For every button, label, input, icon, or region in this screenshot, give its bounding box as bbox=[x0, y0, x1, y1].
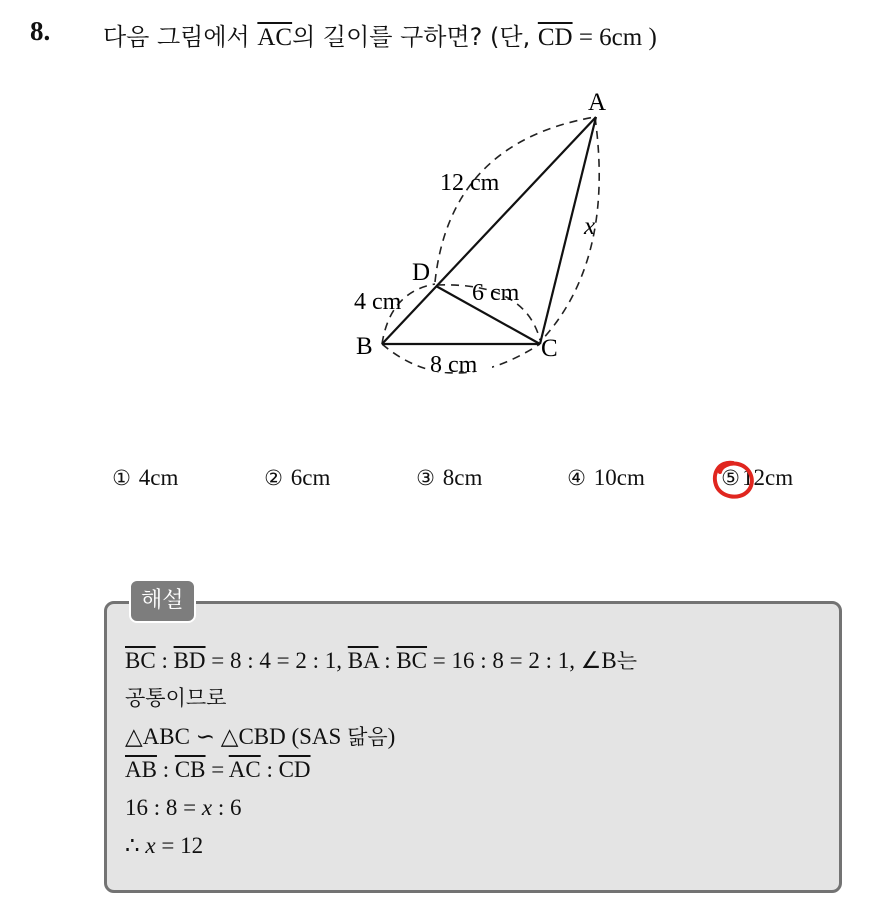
choice-4[interactable]: ④ 10cm bbox=[567, 465, 645, 490]
question-text-prefix: 다음 그림에서 bbox=[103, 23, 258, 51]
question-text bbox=[103, 17, 657, 52]
answer-choices bbox=[110, 465, 850, 505]
triangle-figure bbox=[340, 82, 640, 392]
label-a: A bbox=[588, 89, 607, 116]
segment-cd: $\overline{CD}$ bbox=[537, 24, 573, 51]
question-text-mid: 의 길이를 구하면? (단, bbox=[292, 23, 538, 51]
solution-line-3: △ABC ∽ △CBD (SAS 닮음) bbox=[125, 724, 396, 749]
label-b: B bbox=[356, 333, 373, 360]
solution-line-5: 16 : 8 = x : 6 bbox=[125, 795, 242, 820]
choice-1[interactable]: ① 4cm bbox=[112, 465, 179, 490]
solution-line-4: $\overline{AB}$ : $\overline{CB} = \overline{AC}$ : $\overline{CD}$ bbox=[125, 757, 311, 782]
solution-badge: 해설 bbox=[129, 579, 196, 623]
choice-2[interactable]: ② 6cm bbox=[264, 465, 331, 490]
length-ad: 12 cm bbox=[440, 170, 500, 196]
label-d: D bbox=[412, 259, 431, 286]
choice-3[interactable]: ③ 8cm bbox=[416, 465, 483, 490]
arc-ad bbox=[435, 117, 595, 282]
selected-answer-circle-mark bbox=[707, 455, 759, 507]
solution-line-2: 공통이므로 bbox=[125, 686, 227, 710]
length-bc: 8 cm bbox=[430, 352, 478, 378]
length-dc: 6 cm bbox=[472, 280, 520, 306]
question-text-suffix: = 6cm ) bbox=[572, 24, 657, 51]
solution-line-1: $\overline{BC}$ : $\overline{BD} = 8$ : 4 = 2 : 1, $\overline{BA}$ : $\overline{BC} = 16$ : 8 = 2 : 1, ∠B는 bbox=[125, 648, 638, 673]
length-ac-x: x bbox=[584, 213, 596, 240]
question-number: 8. bbox=[30, 16, 51, 46]
solution-line-6: ∴ x = 12 bbox=[125, 833, 204, 858]
choice-5[interactable]: ⑤12cm bbox=[721, 465, 794, 490]
segment-ac: $\overline{AC}$ bbox=[257, 24, 293, 51]
length-bd: 4 cm bbox=[354, 289, 402, 315]
label-c: C bbox=[541, 335, 558, 362]
